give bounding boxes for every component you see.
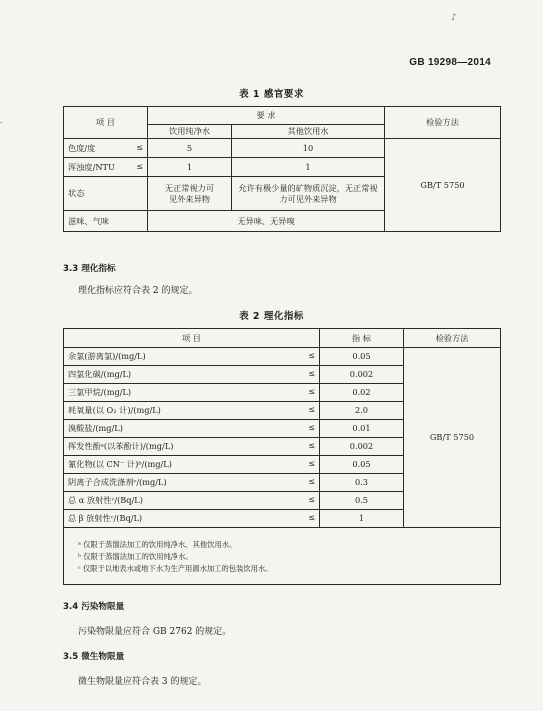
document-code: GB 19298—2014 [409,57,491,68]
row-value-b: 允许有极少量的矿物质沉淀，无正常视力可见外来异物 [232,177,385,211]
row-value: 0.05 [320,348,404,366]
table2-method-value: GB/T 5750 [404,348,501,528]
row-value: 0.3 [320,474,404,492]
row-value: 0.002 [320,366,404,384]
row-symbol: ≤ [308,405,315,415]
row-item: 浑浊度/NTU [68,161,115,172]
table1-header-item: 项 目 [64,107,148,139]
row-symbol: ≤ [136,161,143,171]
row-value-a: 5 [148,139,232,158]
table2-header-item: 项 目 [64,329,320,348]
section-3-5-title: 3.5 微生物限量 [63,652,125,662]
section-3-4-title: 3.4 污染物限量 [63,602,125,612]
row-value-a: 1 [148,158,232,177]
row-symbol: ≤ [308,351,315,361]
row-value: 0.02 [320,384,404,402]
table1-header-method: 检验方法 [385,107,501,139]
row-symbol: ≤ [308,441,315,451]
row-item: 耗氧量(以 O₂ 计)/(mg/L) [68,405,161,416]
section-3-3-body: 理化指标应符合表 2 的规定。 [78,286,198,296]
row-value-merged: 无异味、无异嗅 [148,211,385,232]
row-item: 氰化物(以 CN⁻ 计)ᵇ/(mg/L) [68,459,172,470]
row-value-a: 无正常视力可见外来异物 [148,177,232,211]
sensory-requirements-table [63,106,501,232]
row-symbol: ≤ [136,142,143,152]
table1-title: 表 1 感官要求 [239,89,304,100]
table2-title: 表 2 理化指标 [239,311,304,322]
row-value-b: 10 [232,139,385,158]
row-item: 滋味、气味 [64,211,148,232]
row-value-b: 1 [232,158,385,177]
row-value: 0.05 [320,456,404,474]
margin-mark: - [0,118,3,127]
row-item: 阴离子合成洗涤剂ᶜ/(mg/L) [68,477,167,488]
section-3-3-title: 3.3 理化指标 [63,264,116,274]
row-value: 0.002 [320,438,404,456]
footnote-c: ᶜ 仅限于以地表水或地下水为生产用源水加工的包装饮用水。 [78,564,273,573]
table-row [64,348,501,366]
row-item: 状态 [64,177,148,211]
row-symbol: ≤ [308,477,315,487]
footnote-a: ᵃ 仅限于蒸馏法加工的饮用纯净水、其他饮用水。 [78,540,237,549]
row-value: 0.5 [320,492,404,510]
table2-header-value: 指 标 [320,329,404,348]
physicochemical-table [63,328,501,585]
table1-method-value: GB/T 5750 [385,139,501,232]
row-item: 总 α 放射性ᶜ/(Bq/L) [68,495,143,506]
row-symbol: ≤ [308,513,315,523]
table1-header-requirement: 要 求 [148,107,385,125]
table-row [64,139,501,158]
corner-mark: ♪ [451,13,457,23]
table1-header-other-water: 其他饮用水 [232,125,385,139]
row-item: 三氯甲烷/(mg/L) [68,387,132,398]
table1-header-pure-water: 饮用纯净水 [148,125,232,139]
row-item: 四氯化碳/(mg/L) [68,369,132,380]
row-item: 总 β 放射性ᶜ/(Bq/L) [68,513,143,524]
row-item: 色度/度 [68,142,96,153]
table2-header-method: 检验方法 [404,329,501,348]
footnote-b: ᵇ 仅限于蒸馏法加工的饮用纯净水。 [78,552,193,561]
row-symbol: ≤ [308,387,315,397]
row-value: 0.01 [320,420,404,438]
row-symbol: ≤ [308,369,315,379]
section-3-5-body: 微生物限量应符合表 3 的规定。 [78,677,207,687]
row-item: 余氯(游离氯)/(mg/L) [68,351,146,362]
table2-footnotes [64,528,501,585]
row-item: 挥发性酚ᵃ(以苯酚计)/(mg/L) [68,441,174,452]
row-symbol: ≤ [308,423,315,433]
row-value: 2.0 [320,402,404,420]
row-value: 1 [320,510,404,528]
section-3-4-body: 污染物限量应符合 GB 2762 的规定。 [78,627,232,637]
row-symbol: ≤ [308,495,315,505]
row-symbol: ≤ [308,459,315,469]
row-item: 溴酸盐/(mg/L) [68,423,123,434]
